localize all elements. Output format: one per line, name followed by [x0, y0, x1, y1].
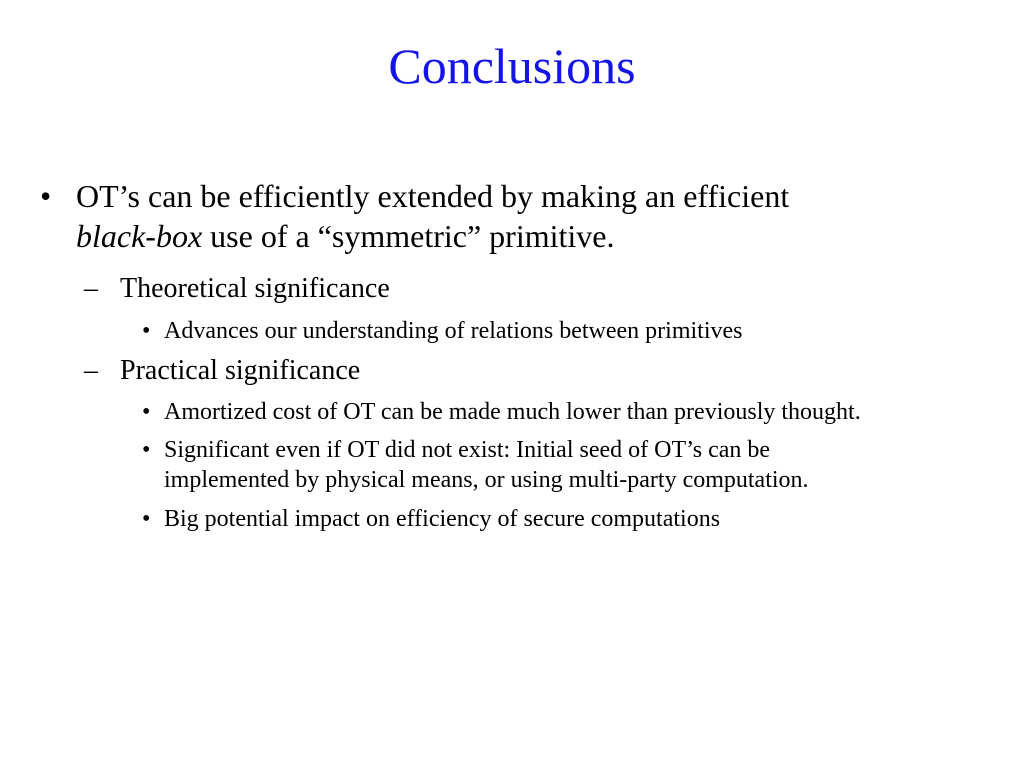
detail-item-text — [164, 316, 1004, 346]
black-box-emphasis: black-box — [76, 218, 203, 254]
bullet-marker: • — [142, 318, 151, 344]
main-bullet-text — [76, 176, 996, 256]
bullet-marker: • — [142, 399, 151, 425]
detail-item-line-1: Significant even if OT did not exist: Initial seed of OT’s can be — [164, 437, 771, 463]
main-bullet-line-1: OT’s can be efficiently extended by making an efficient — [76, 178, 790, 214]
sub-bullet-label: Practical significance — [120, 355, 361, 386]
detail-item-text — [164, 397, 1004, 427]
main-bullet-line-2 — [76, 216, 996, 256]
bullet-marker: • — [142, 437, 151, 463]
detail-item-text — [164, 435, 1004, 495]
detail-item-line-2: implemented by physical means, or using multi-party computation. — [164, 467, 809, 493]
dash-marker: – — [84, 355, 98, 386]
dash-marker: – — [84, 273, 98, 304]
bullet-marker: • — [40, 178, 52, 214]
bullet-marker: • — [142, 506, 151, 532]
main-bullet-line-2-rest: use of a “symmetric” primitive. — [202, 218, 615, 254]
detail-item-text — [164, 504, 1004, 534]
detail-item-line-1: Advances our understanding of relations between primitives — [164, 318, 743, 344]
sub-bullet-label: Theoretical significance — [120, 273, 390, 304]
detail-item-line-1: Amortized cost of OT can be made much lower than previously thought. — [164, 399, 861, 425]
slide-title: Conclusions — [388, 38, 636, 94]
detail-item-line-1: Big potential impact on efficiency of secure computations — [164, 506, 721, 532]
